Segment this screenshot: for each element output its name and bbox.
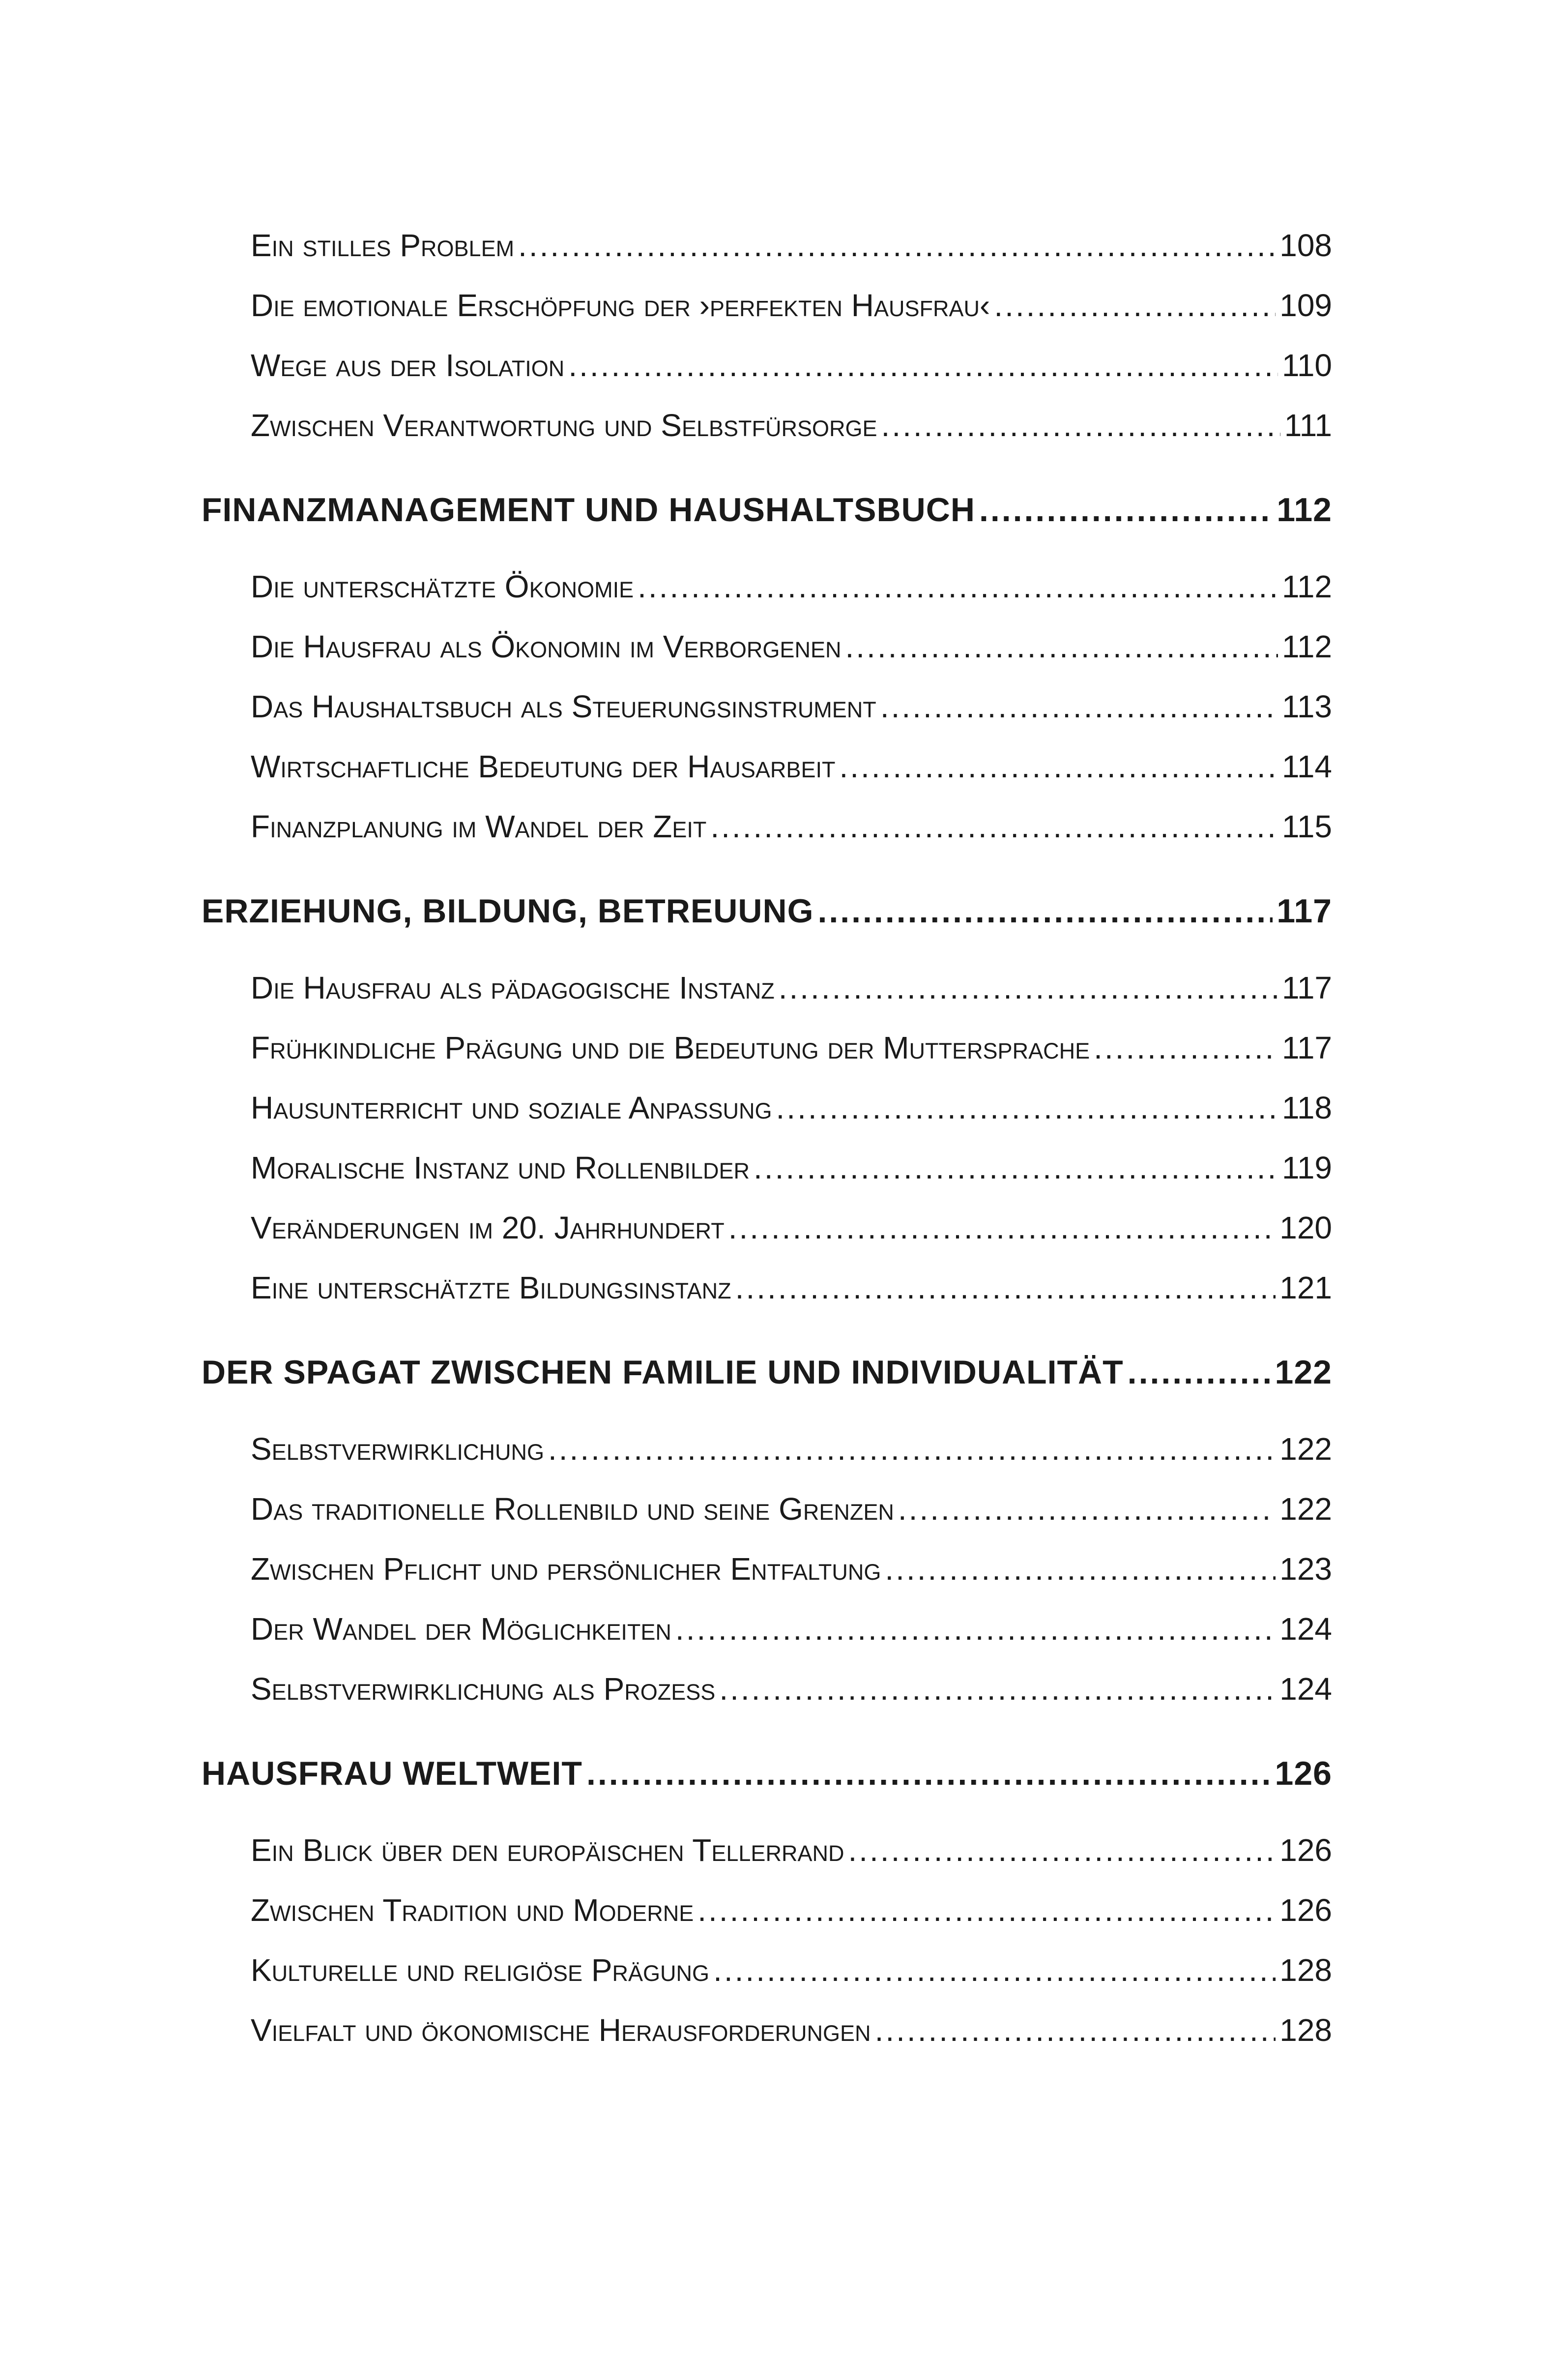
toc-entry-page: 108 [1279,228,1332,263]
dot-leader [898,1491,1276,1527]
dot-leader [994,287,1276,324]
dot-leader [548,1431,1276,1467]
toc-chapter[interactable] [202,467,1332,568]
toc-entry[interactable] [202,287,1332,347]
toc-entry-page: 123 [1279,1551,1332,1587]
toc-entry[interactable] [202,227,1332,287]
toc-entry[interactable] [202,1892,1332,1952]
toc-entry-title: Frühkindliche Prägung und die Bedeutung der Muttersprache [251,1030,1090,1065]
toc-chapter-page: 126 [1275,1755,1332,1792]
dot-leader [728,1210,1276,1246]
toc-chapter[interactable] [202,1731,1332,1832]
toc-entry[interactable] [202,1210,1332,1269]
toc-entry[interactable] [202,1832,1332,1892]
dot-leader [719,1671,1276,1707]
toc-entry[interactable] [202,808,1332,868]
toc-chapter-page: 117 [1277,892,1332,930]
toc-entry[interactable] [202,1150,1332,1210]
toc-entry-title: Kulturelle und religiöse Prägung [251,1952,710,1988]
toc-entry-page: 111 [1284,408,1332,443]
dot-leader [839,748,1278,785]
toc-entry-page: 124 [1279,1611,1332,1647]
toc-entry-title: Ein stilles Problem [251,228,515,263]
toc-entry-title: Vielfalt und ökonomische Herausforderungen [251,2012,871,2048]
toc-entry-page: 128 [1279,2012,1332,2048]
toc-entry-title: Zwischen Tradition und Moderne [251,1892,694,1928]
toc-chapter[interactable] [202,868,1332,970]
toc-entry-title: Die emotionale Erschöpfung der ›perfekten Hausfrau‹ [251,288,990,323]
dot-leader [881,407,1280,443]
toc-entry-title: Die unterschätzte Ökonomie [251,569,634,604]
dot-leader [779,970,1278,1006]
toc-entry[interactable] [202,1952,1332,2012]
toc-entry-title: Selbstverwirklichung [251,1431,544,1467]
toc-entry[interactable] [202,1090,1332,1150]
dot-leader [880,688,1278,725]
toc-entry-title: Wirtschaftliche Bedeutung der Hausarbeit [251,749,836,784]
dot-leader [675,1611,1276,1647]
dot-leader [710,808,1278,845]
dot-leader [568,347,1278,384]
toc-entry-title: Wege aus der Isolation [251,348,565,383]
toc-chapter-title: DER SPAGAT ZWISCHEN FAMILIE UND INDIVIDUALITÄT [202,1354,1124,1391]
toc-chapter-title: FINANZMANAGEMENT UND HAUSHALTSBUCH [202,491,975,529]
dot-leader [776,1090,1278,1126]
toc-entry-title: Ein Blick über den europäischen Tellerrand [251,1832,844,1868]
toc-entry-title: Das traditionelle Rollenbild und seine Grenzen [251,1491,894,1527]
toc-entry[interactable] [202,2012,1332,2072]
dot-leader [817,892,1273,930]
dot-leader [1128,1353,1271,1391]
dot-leader [885,1551,1276,1587]
toc-entry-page: 122 [1279,1431,1332,1467]
toc-chapter-title: ERZIEHUNG, BILDUNG, BETREUUNG [202,892,814,930]
dot-leader [845,628,1278,665]
toc-entry-page: 118 [1281,1090,1332,1125]
toc-chapter[interactable] [202,1329,1332,1431]
toc-entry[interactable] [202,1551,1332,1611]
toc-entry[interactable] [202,1269,1332,1329]
toc-entry[interactable] [202,1431,1332,1491]
toc-entry[interactable] [202,628,1332,688]
dot-leader [979,491,1273,529]
toc-chapter-title: HAUSFRAU WELTWEIT [202,1755,582,1792]
toc-entry-page: 114 [1281,749,1332,784]
toc-entry-title: Das Haushaltsbuch als Steuerungsinstrument [251,689,876,724]
toc-entry-page: 113 [1281,689,1332,724]
toc-entry-title: Finanzplanung im Wandel der Zeit [251,809,707,844]
toc-entry-title: Zwischen Verantwortung und Selbstfürsorge [251,408,877,443]
toc-entry[interactable] [202,1491,1332,1551]
table-of-contents [202,227,1332,2072]
toc-entry-page: 110 [1281,348,1332,383]
dot-leader [697,1892,1276,1928]
toc-entry-title: Der Wandel der Möglichkeiten [251,1611,671,1647]
dot-leader [638,568,1278,605]
toc-entry-title: Selbstverwirklichung als Prozess [251,1671,716,1707]
toc-entry[interactable] [202,347,1332,407]
toc-entry-title: Zwischen Pflicht und persönlicher Entfaltung [251,1551,881,1587]
dot-leader [735,1269,1276,1306]
toc-entry-page: 120 [1279,1210,1332,1245]
dot-leader [1094,1030,1278,1066]
dot-leader [586,1754,1271,1793]
toc-entry-page: 126 [1279,1892,1332,1928]
toc-entry[interactable] [202,1611,1332,1671]
toc-entry[interactable] [202,688,1332,748]
toc-entry[interactable] [202,970,1332,1030]
dot-leader [518,227,1276,264]
toc-entry-page: 115 [1281,809,1332,844]
dot-leader [754,1150,1278,1186]
toc-entry-page: 117 [1281,1030,1332,1065]
toc-entry-page: 109 [1279,288,1332,323]
toc-entry-page: 121 [1279,1270,1332,1305]
toc-entry[interactable] [202,568,1332,628]
dot-leader [848,1832,1276,1868]
toc-entry-page: 124 [1279,1671,1332,1707]
toc-entry[interactable] [202,1671,1332,1731]
toc-entry-page: 119 [1281,1150,1332,1185]
toc-entry-page: 117 [1281,970,1332,1005]
toc-entry[interactable] [202,1030,1332,1090]
toc-entry-title: Eine unterschätzte Bildungsinstanz [251,1270,731,1305]
toc-entry[interactable] [202,407,1332,467]
toc-entry-title: Die Hausfrau als pädagogische Instanz [251,970,775,1005]
toc-entry-title: Moralische Instanz und Rollenbilder [251,1150,750,1185]
toc-entry-page: 122 [1279,1491,1332,1527]
toc-chapter-page: 112 [1277,491,1332,529]
toc-entry-title: Veränderungen im 20. Jahrhundert [251,1210,725,1245]
dot-leader [713,1952,1276,1988]
toc-entry-title: Die Hausfrau als Ökonomin im Verborgenen [251,629,842,664]
toc-entry-page: 112 [1281,629,1332,664]
dot-leader [875,2012,1276,2048]
toc-entry-page: 128 [1279,1952,1332,1988]
toc-entry-title: Hausunterricht und soziale Anpassung [251,1090,772,1125]
toc-entry[interactable] [202,748,1332,808]
toc-chapter-page: 122 [1275,1354,1332,1391]
toc-entry-page: 126 [1279,1832,1332,1868]
toc-entry-page: 112 [1281,569,1332,604]
